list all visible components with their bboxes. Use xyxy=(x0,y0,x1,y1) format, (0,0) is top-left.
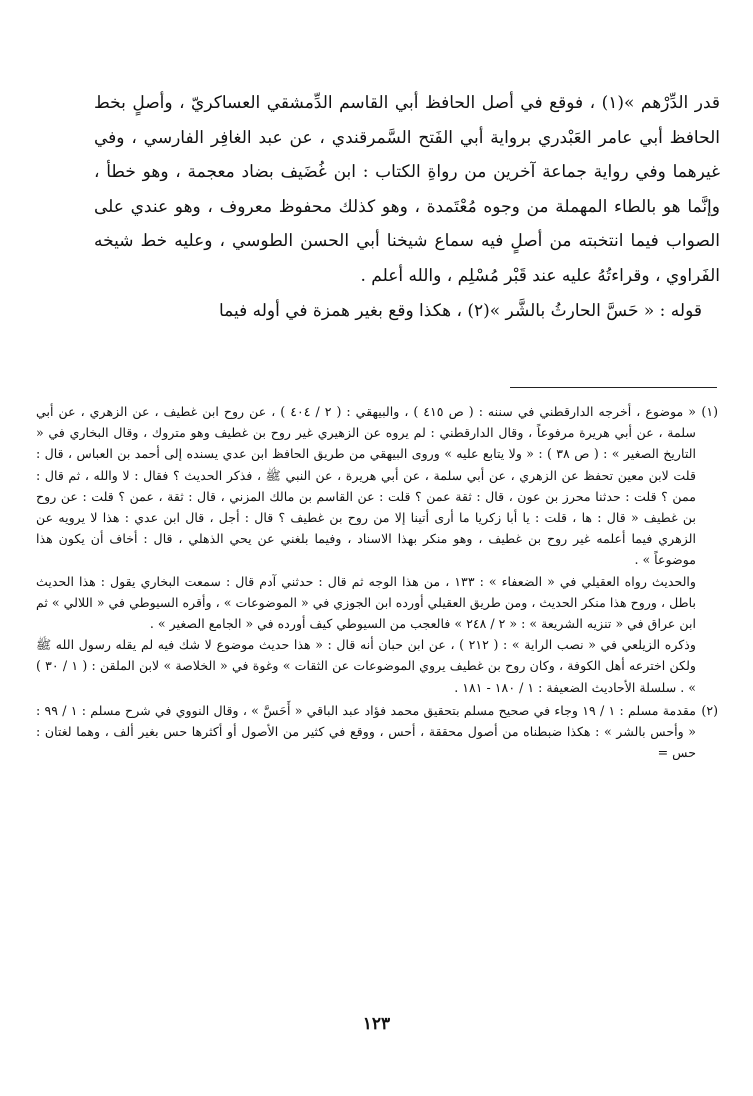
footnote-number: (٢) xyxy=(701,702,718,718)
footnote-2 xyxy=(36,700,718,764)
footnote-paragraph: مقدمة مسلم : ١ / ١٩ وجاء في صحيح مسلم بتحقيق محمد فؤاد عبد الباقي « أَحَسَّ » ، وقال النووي في شرح مسلم : ١ / ٩٩ : « وأحس بالشر » : هكذا ضبطناه من أصول محققة ، أحس ، ووقع في كثير من الأصول أو أكثرها حس بغير ألف ، وهما لغتان : حس = xyxy=(36,702,697,761)
footnote-separator xyxy=(510,387,717,388)
footnote-number: (١) xyxy=(701,404,718,419)
main-text xyxy=(94,86,720,328)
footnote-paragraph: والحديث رواه العقيلي في « الضعفاء » : ١٣٣ ، من هذا الوجه ثم قال : حدثني آدم قال : سمعت البخاري يقول : هذا الحديث باطل ، وروح هذا منكر الحديث ، ومن طريق العقيلي أورده ابن الجوزي في « الموضوعات » ، وأقره السيوطي في « اللالي » ثم ابن عراق في « تنزيه الشريعة » : « ٢ / ٢٤٨ » فالعجب من السيوطي كيف أورده في « الجامع الصغير » . xyxy=(36,573,696,632)
footnote-paragraph: وذكره الزيلعي في « نصب الراية » : ( ٢١٢ ) ، عن ابن حبان أنه قال : « هذا حديث موضوع لا شك فيه لم يقله رسول الله ﷺ ولكن اخترعه أهل الكوفة ، وكان روح بن غطيف يروي الموضوعات عن الثقات » وغوة في « الخلاصة » لابن الملقن : ( ١ / ٣٠ ) » . سلسلة الأحاديث الضعيفة : ١ / ١٨٠ - ١٨١ . xyxy=(36,637,696,695)
main-paragraph: قدر الدِّرْهم »(١) ، فوقع في أصل الحافظ أبي القاسم الدِّمشقي العساكريّ ، وأصلٍ بخط الحافظ أبي عامر العَبْدري برواية أبي الفَتح السَّمرقندي ، عن عبد الغافِر الفارسي ، وفي غيرهما وفي رواية جماعة آخرين من رواةِ الكتاب : ابن غُضَيف بضاد معجمة ، وهو خطأ ، وإنَّما هو بالطاء المهملة من وجوه مُعْتَمدة ، وهو كذلك محفوظ معروف ، وهو عندي على الصواب فيما انتخبته من أصلٍ فيه سماع شيخنا أبي الحسن الطوسي ، وعليه خط شيخه الفَراوي ، وقراءتُهُ عليه عند قَبْر مُسْلِم ، والله أعلم . xyxy=(94,93,720,286)
page-number: ١٢٣ xyxy=(362,1014,391,1034)
footnote-paragraph: « موضوع ، أخرجه الدارقطني في سننه : ( ص ٤١٥ ) ، والبيهقي : ( ٢ / ٤٠٤ ) ، عن روح ابن غطيف ، عن الزهري ، عن أبي سلمة ، عن أبي هريرة مرفوعاً ، وقال الدارقطني : لم يروه عن الزهيري غير روح بن غطيف وهو متروك ، وقال البخاري في « التاريخ الصغير » : ( ص ٣٨ ) : « ولا يتابع عليه » وروى البيهقي من طريق الحافظ ابن عدي يسنده إلى أحمد بن العباس ، قال : قلت لابن معين تحفظ عن الزهري ، عن أبي سلمة ، عن أبي هريرة ، عن النبي ﷺ ، فذكر الحديث ؟ فقال : لا والله ، ثم قال : ممن ؟ قلت : حدثنا محرز بن عون ، قال : ثقة عمن ؟ قلت : عن القاسم بن مالك المزني ، قال : ثقة ، عمن ؟ قلت : عن روح بن غطيف « قال : ها ، قلت : يا أبا زكريا ما أرى أتينا إلا من روح بن غطيف ؟ قال : أجل ، قال ابن عدي : هذا لا يرويه عن الزهري فيما أعلمه غير روح بن غطيف ، وهو منكر بهذا الاسناد ، وفيما بلغني عن يحي الذهلي ، قال : أخاف أن يكون هذا موضوعاً » . xyxy=(36,404,696,568)
footnotes xyxy=(36,401,718,763)
main-paragraph: قوله : « حَسَّ الحارثُ بالشَّر »(٢) ، هكذا وقع بغير همزة في أوله فيما xyxy=(218,300,702,321)
footnote-1 xyxy=(36,401,718,698)
